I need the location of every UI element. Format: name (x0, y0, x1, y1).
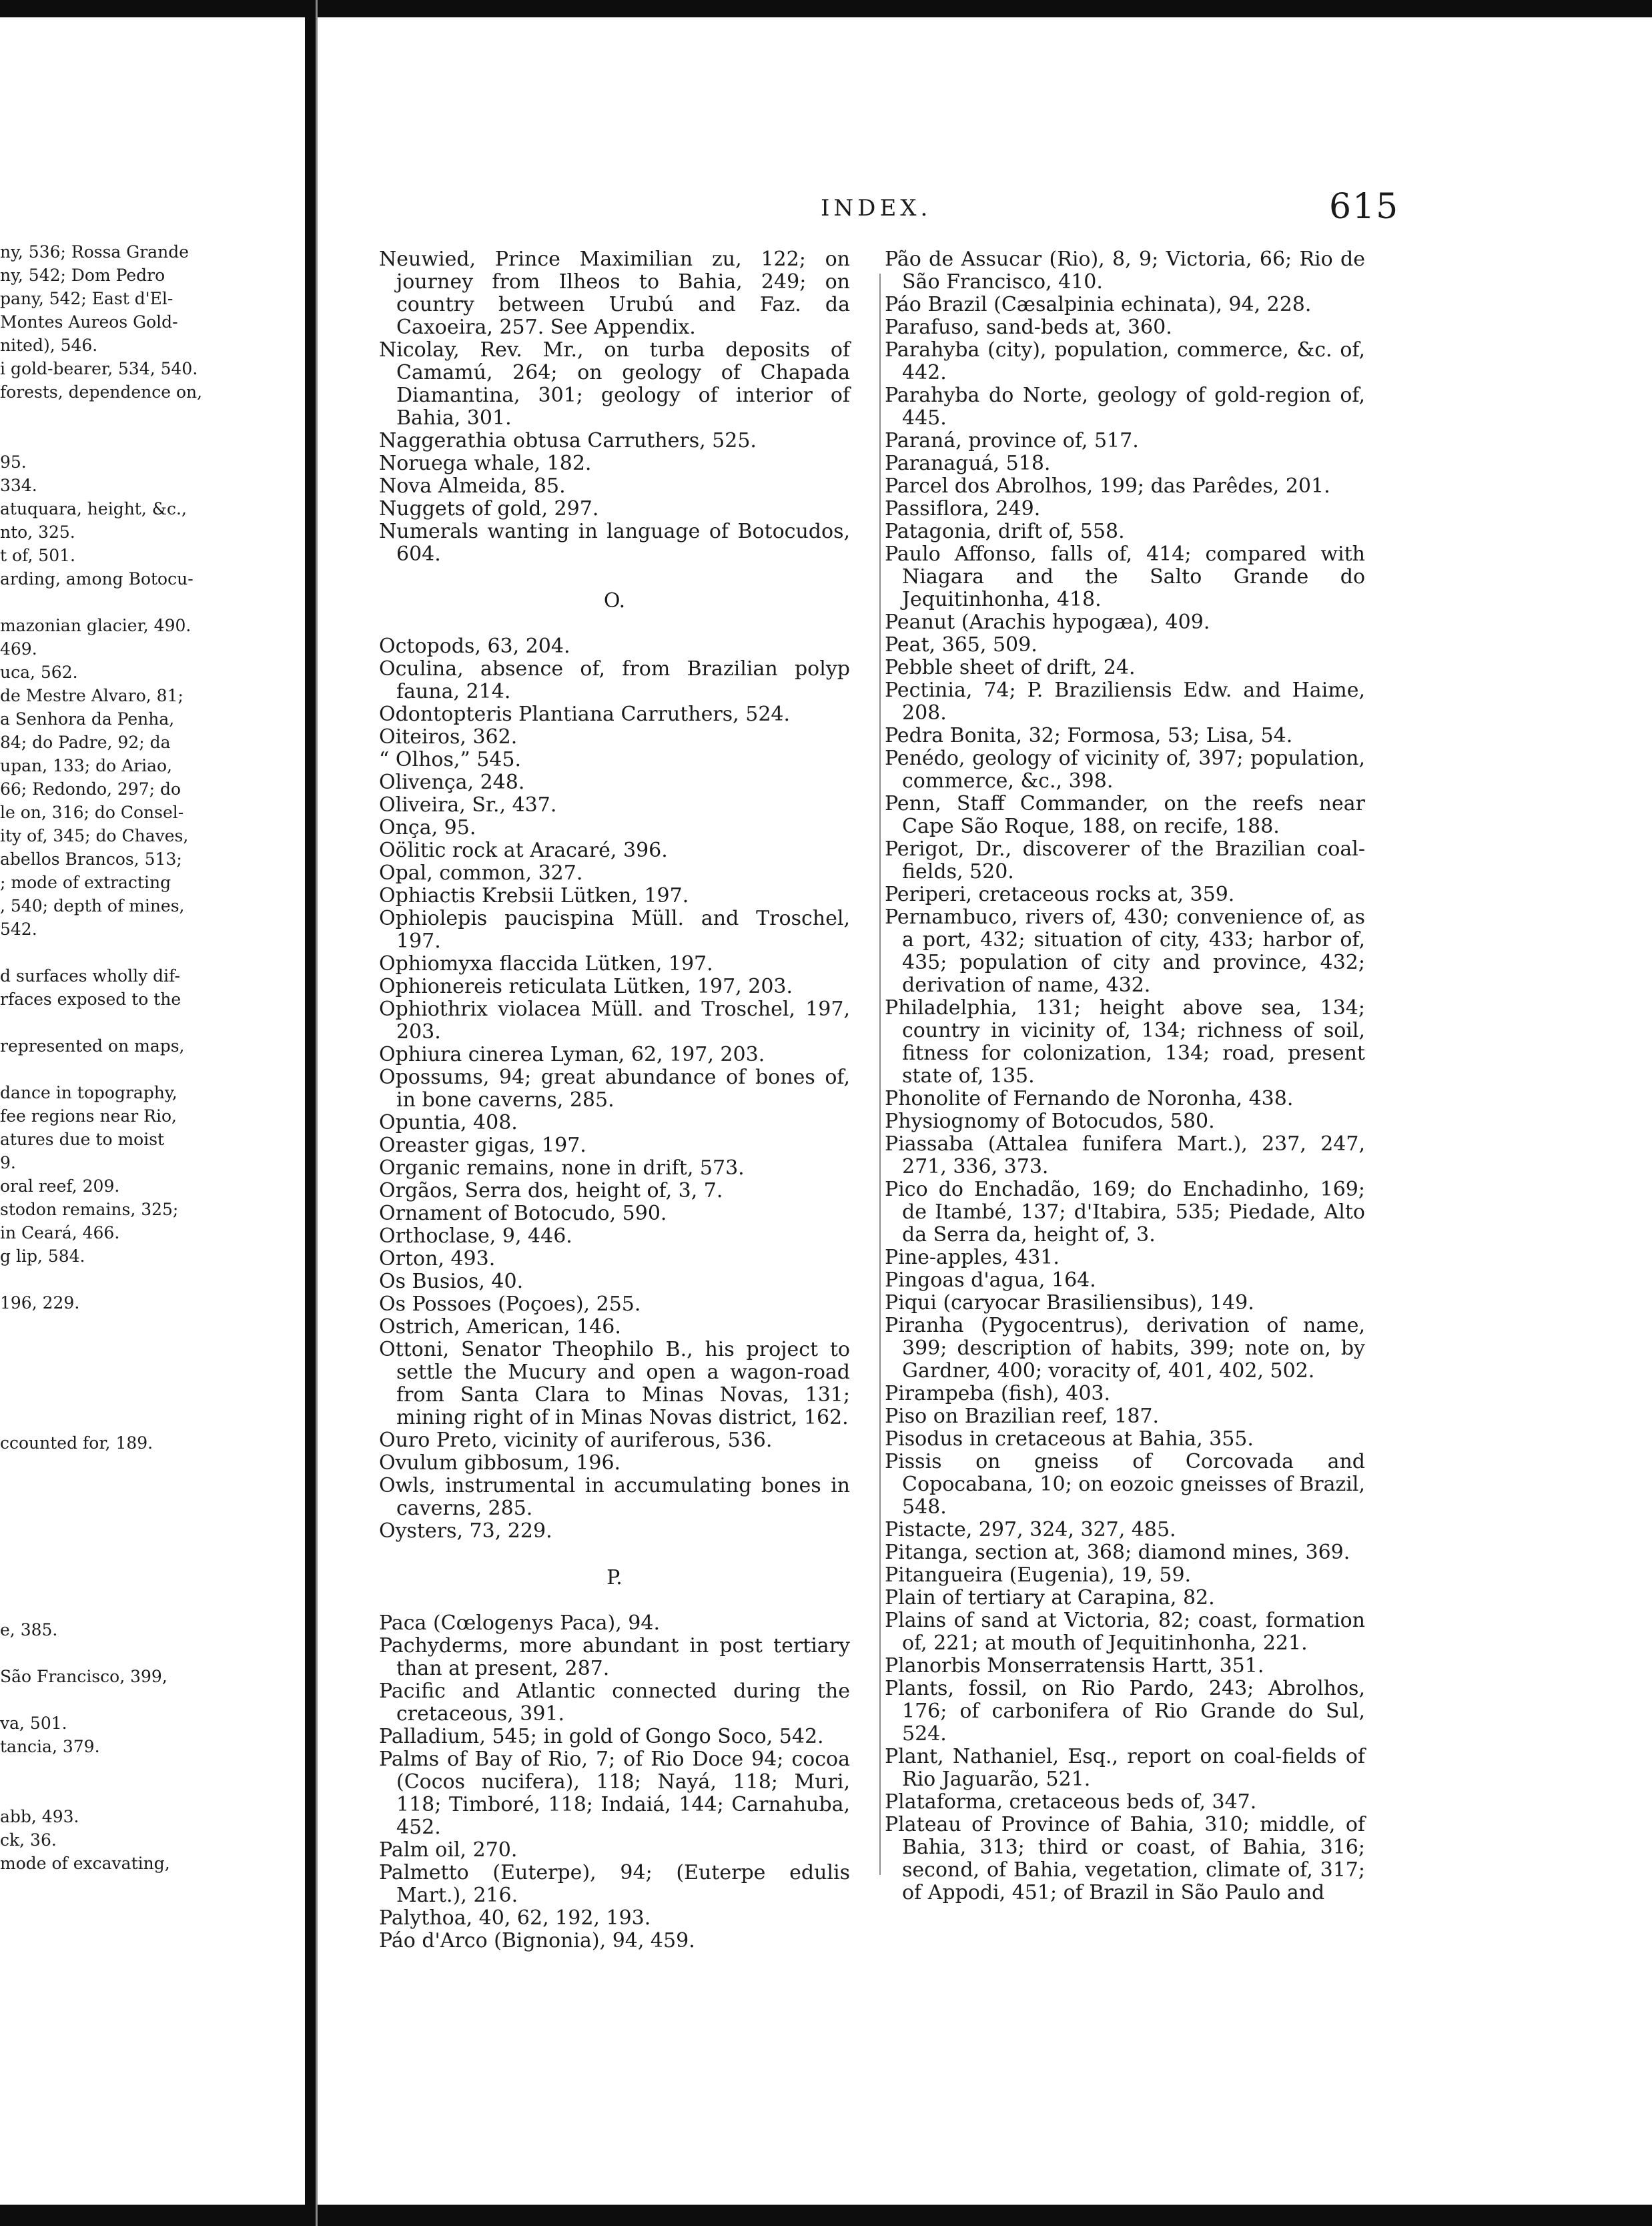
index-entry: Palm oil, 270. (379, 1838, 518, 1862)
index-entry: Páo Brazil (Cæsalpinia echinata), 94, 228. (885, 293, 1312, 316)
fragment-line: abb, 493. (0, 1807, 79, 1826)
index-entry: Piqui (caryocar Brasiliensibus), 149. (885, 1291, 1254, 1315)
index-entry: Pistacte, 297, 324, 327, 485. (885, 1518, 1176, 1541)
index-entry: Pisodus in cretaceous at Bahia, 355. (885, 1427, 1254, 1451)
fragment-line: 84; do Padre, 92; da (0, 733, 171, 752)
index-entry: Paranaguá, 518. (885, 452, 1051, 475)
index-entry: Os Possoes (Poçoes), 255. (379, 1292, 641, 1316)
index-entry: Plataforma, cretaceous beds of, 347. (885, 1790, 1257, 1814)
index-entry: Pão de Assucar (Rio), 8, 9; Victoria, 66; Rio de São Francisco, 410. (885, 248, 1365, 294)
index-entry: Piassaba (Attalea funifera Mart.), 237, 247, 271, 336, 373. (885, 1132, 1365, 1178)
index-entry: Orthoclase, 9, 446. (379, 1224, 572, 1248)
index-entry: Ottoni, Senator Theophilo B., his project to settle the Mucury and open a wagon-road from Santa Clara to Minas Novas, 131; mining right of in Minas Novas district, 162. (379, 1338, 850, 1429)
section-letter-p: P. (606, 1566, 623, 1589)
fragment-line: forests, dependence on, (0, 382, 203, 402)
fragment-line: oral reef, 209. (0, 1176, 120, 1196)
fragment-line (0, 1315, 214, 1338)
fragment-line: tancia, 379. (0, 1737, 100, 1756)
fragment-line (0, 1408, 214, 1431)
index-entry: Onça, 95. (379, 816, 476, 839)
index-entry: Patagonia, drift of, 558. (885, 520, 1125, 543)
index-entry: Ostrich, American, 146. (379, 1315, 621, 1339)
fragment-line: d surfaces wholly dif- (0, 966, 180, 986)
index-entry: Numerals wanting in language of Botocudos, 604. (379, 520, 850, 566)
index-entry: Perigot, Dr., discoverer of the Brazilian coal-fields, 520. (885, 837, 1365, 883)
index-entry: Palladium, 545; in gold of Gongo Soco, 542. (379, 1725, 824, 1748)
index-entry: Ornament of Botocudo, 590. (379, 1202, 667, 1225)
index-title: INDEX. (821, 195, 932, 222)
index-entry: Os Busios, 40. (379, 1270, 524, 1293)
fragment-line (0, 1501, 214, 1525)
index-entry: Palythoa, 40, 62, 192, 193. (379, 1906, 651, 1930)
entries-p-continued (885, 248, 1365, 1904)
index-entry: Orton, 493. (379, 1247, 496, 1270)
fragment-line (0, 1688, 214, 1712)
index-entry: Opossums, 94; great abundance of bones of, in bone caverns, 285. (379, 1066, 850, 1112)
index-entry: Piso on Brazilian reef, 187. (885, 1405, 1160, 1428)
index-entry: Pine-apples, 431. (885, 1246, 1060, 1269)
fragment-line: a Senhora da Penha, (0, 709, 175, 729)
fragment-line: São Francisco, 399, (0, 1667, 167, 1686)
index-entry: Octopods, 63, 204. (379, 635, 570, 658)
fragment-line: abellos Brancos, 513; (0, 849, 182, 869)
index-entry: Oysters, 73, 229. (379, 1519, 552, 1543)
index-entry: Pernambuco, rivers of, 430; convenience of, as a port, 432; situation of city, 433; harbor of, 435; population of city and province, 432; derivation of name, 432. (885, 905, 1365, 997)
fragment-line (0, 591, 214, 614)
index-entry: Penn, Staff Commander, on the reefs near Cape São Roque, 188, on recife, 188. (885, 792, 1365, 838)
fragment-line: g lip, 584. (0, 1246, 85, 1266)
fragment-line (0, 1525, 214, 1548)
index-entry: Pirampeba (fish), 403. (885, 1382, 1111, 1405)
fragment-line: 95. (0, 452, 27, 472)
fragment-line: 196, 229. (0, 1293, 80, 1313)
index-entry: Ophiomyxa flaccida Lütken, 197. (379, 952, 713, 976)
index-entry: Oölitic rock at Aracaré, 396. (379, 839, 668, 862)
index-column-right (885, 248, 1365, 1904)
fragment-line (0, 1268, 214, 1291)
index-entry: Plateau of Province of Bahia, 310; middle, of Bahia, 313; third or coast, of Bahia, 316; second, of Bahia, vegetation, climate of, 317; of Appodi, 451; of Brazil in São Paulo and (885, 1813, 1365, 1904)
fragment-line (0, 1011, 214, 1034)
index-entry: Parafuso, sand-beds at, 360. (885, 316, 1172, 339)
fragment-line: atures due to moist (0, 1130, 165, 1149)
gutter-line (316, 0, 318, 2226)
fragment-line: nto, 325. (0, 522, 75, 542)
fragment-line: ccounted for, 189. (0, 1433, 153, 1453)
fragment-line: 542. (0, 919, 37, 939)
fragment-line: 66; Redondo, 297; do (0, 779, 181, 799)
fragment-line: e, 385. (0, 1620, 58, 1639)
index-entry: Ophiactis Krebsii Lütken, 197. (379, 884, 689, 907)
index-entry: Nicolay, Rev. Mr., on turba deposits of Camamú, 264; on geology of Chapada Diamantina, 301; geology of interior of Bahia, 301. (379, 338, 850, 430)
fragment-line: arding, among Botocu- (0, 569, 193, 589)
fragment-line: represented on maps, (0, 1036, 185, 1056)
index-entry: Oiteiros, 362. (379, 725, 518, 749)
running-head (0, 187, 1652, 227)
index-entry: Pitanga, section at, 368; diamond mines, 369. (885, 1541, 1350, 1564)
index-entry: Pachyderms, more abundant in post tertiary than at present, 287. (379, 1634, 850, 1680)
index-entry: Paraná, province of, 517. (885, 429, 1139, 452)
index-entry: Pingoas d'agua, 164. (885, 1268, 1096, 1292)
fragment-line: ; mode of extracting (0, 873, 171, 892)
index-entry: Paulo Affonso, falls of, 414; compared with Niagara and the Salto Grande do Jequitinhonha, 418. (885, 542, 1365, 611)
index-entry: Pacific and Atlantic connected during the cretaceous, 391. (379, 1680, 850, 1726)
fragment-line (0, 1782, 214, 1805)
index-entry: Peanut (Arachis hypogæa), 409. (885, 611, 1210, 634)
page-number: 615 (1329, 187, 1400, 227)
fragment-line: atuquara, height, &c., (0, 499, 187, 518)
index-entry: Nova Almeida, 85. (379, 474, 566, 498)
scan-border-bottom (0, 2205, 1652, 2226)
fragment-line (0, 1058, 214, 1081)
fragment-line: ity of, 345; do Chaves, (0, 826, 189, 845)
index-entry: Páo d'Arco (Bignonia), 94, 459. (379, 1929, 695, 1952)
fragment-line: pany, 542; East d'El- (0, 289, 173, 308)
index-entry: Pedra Bonita, 32; Formosa, 53; Lisa, 54. (885, 724, 1293, 747)
index-entry: Parahyba do Norte, geology of gold-region of, 445. (885, 384, 1365, 430)
scan-border-top (0, 0, 1652, 17)
column-divider (879, 274, 881, 1875)
index-entry: Noruega whale, 182. (379, 452, 592, 475)
index-entry: Pitangueira (Eugenia), 19, 59. (885, 1563, 1192, 1587)
index-entry: Planorbis Monserratensis Hartt, 351. (885, 1654, 1264, 1678)
index-entry: Piranha (Pygocentrus), derivation of name, 399; description of habits, 399; note on, by Gardner, 400; voracity of, 401, 402, 502. (885, 1314, 1365, 1383)
fragment-line (0, 1595, 214, 1618)
fragment-line (0, 404, 214, 427)
fragment-line: ck, 36. (0, 1830, 57, 1850)
fragment-line: de Mestre Alvaro, 81; (0, 686, 183, 705)
fragment-line (0, 1338, 214, 1361)
index-entry: Plain of tertiary at Carapina, 82. (885, 1586, 1215, 1609)
fragment-line: , 540; depth of mines, (0, 896, 185, 915)
index-entry: Palms of Bay of Rio, 7; of Rio Doce 94; cocoa (Cocos nucifera), 118; Nayá, 118; Muri, 118; Timboré, 118; Indaiá, 144; Carnahuba, 452. (379, 1748, 850, 1839)
index-entry: Paca (Cœlogenys Paca), 94. (379, 1611, 660, 1635)
fragment-line: i gold-bearer, 534, 540. (0, 359, 198, 378)
index-column-left (379, 248, 850, 1952)
index-entry: Pissis on gneiss of Corcovada and Copocabana, 10; on eozoic gneisses of Brazil, 548. (885, 1450, 1365, 1519)
fragment-line (0, 1548, 214, 1571)
index-entry: Palmetto (Euterpe), 94; (Euterpe edulis Mart.), 216. (379, 1861, 850, 1907)
fragment-line: ny, 536; Rossa Grande (0, 242, 189, 262)
fragment-line (0, 1361, 214, 1385)
fragment-line (0, 1641, 214, 1665)
index-entry: Orgãos, Serra dos, height of, 3, 7. (379, 1179, 723, 1202)
index-entry: Ophiura cinerea Lyman, 62, 197, 203. (379, 1043, 765, 1066)
index-entry: Oliveira, Sr., 437. (379, 793, 557, 817)
index-entry: Ophiothrix violacea Müll. and Troschel, 197, 203. (379, 998, 850, 1044)
index-entry: Parcel dos Abrolhos, 199; das Parêdes, 201. (885, 474, 1330, 498)
index-entry: Plains of sand at Victoria, 82; coast, formation of, 221; at mouth of Jequitinhonha, 221. (885, 1609, 1365, 1655)
fragment-line: nited), 546. (0, 336, 98, 355)
index-entry: Pico do Enchadão, 169; do Enchadinho, 169; de Itambé, 137; d'Itabira, 535; Piedade, Alto da Serra da, height of, 3. (885, 1178, 1365, 1246)
index-entry: Odontopteris Plantiana Carruthers, 524. (379, 703, 791, 726)
previous-page-fragment (0, 240, 214, 1875)
index-entry: Parahyba (city), population, commerce, &c. of, 442. (885, 338, 1365, 384)
entries-o (379, 635, 850, 1543)
index-entry: Owls, instrumental in accumulating bones in caverns, 285. (379, 1474, 850, 1520)
index-entry: Penédo, geology of vicinity of, 397; population, commerce, &c., 398. (885, 747, 1365, 793)
fragment-line (0, 1478, 214, 1501)
index-entry: Pebble sheet of drift, 24. (885, 656, 1136, 679)
entries-n (379, 248, 850, 566)
fragment-line: 469. (0, 639, 37, 659)
index-entry: Ophionereis reticulata Lütken, 197, 203. (379, 975, 793, 998)
fragment-line (0, 1758, 214, 1782)
index-entry: Pectinia, 74; P. Braziliensis Edw. and Haime, 208. (885, 679, 1365, 725)
index-entry: Naggerathia obtusa Carruthers, 525. (379, 429, 757, 452)
fragment-line: le on, 316; do Consel- (0, 803, 184, 822)
fragment-line: va, 501. (0, 1714, 67, 1733)
index-entry: Physiognomy of Botocudos, 580. (885, 1110, 1215, 1133)
index-entry: Oculina, absence of, from Brazilian polyp fauna, 214. (379, 657, 850, 703)
index-entry: Ophiolepis paucispina Müll. and Troschel, 197. (379, 907, 850, 953)
index-entry: “ Olhos,” 545. (379, 748, 522, 771)
fragment-line (0, 427, 214, 450)
fragment-line: 9. (0, 1153, 16, 1172)
index-entry: Plants, fossil, on Rio Pardo, 243; Abrolhos, 176; of carbonifera of Rio Grande do Sul, 524. (885, 1677, 1365, 1746)
index-entry: Nuggets of gold, 297. (379, 497, 599, 520)
section-letter-o: O. (603, 589, 626, 613)
fragment-line: in Ceará, 466. (0, 1223, 120, 1242)
index-entry: Plant, Nathaniel, Esq., report on coal-fields of Rio Jaguarão, 521. (885, 1745, 1365, 1791)
fragment-line (0, 1571, 214, 1595)
fragment-line: 334. (0, 476, 37, 495)
fragment-line: stodon remains, 325; (0, 1200, 179, 1219)
index-entry: Peat, 365, 509. (885, 633, 1038, 657)
index-entry: Phonolite of Fernando de Noronha, 438. (885, 1087, 1294, 1110)
fragment-line: t of, 501. (0, 546, 75, 565)
fragment-line: mode of excavating, (0, 1854, 170, 1873)
index-entry: Organic remains, none in drift, 573. (379, 1156, 745, 1180)
fragment-line: upan, 133; do Ariao, (0, 756, 172, 775)
book-gutter-shadow (305, 0, 316, 2226)
fragment-line (0, 1455, 214, 1478)
fragment-line (0, 941, 214, 964)
index-entry: Periperi, cretaceous rocks at, 359. (885, 883, 1235, 906)
fragment-line: dance in topography, (0, 1083, 177, 1102)
fragment-line: fee regions near Rio, (0, 1106, 177, 1126)
index-entry: Olivença, 248. (379, 771, 525, 794)
index-entry: Ovulum gibbosum, 196. (379, 1451, 621, 1475)
entries-p (379, 1612, 850, 1952)
index-entry: Oreaster gigas, 197. (379, 1134, 586, 1157)
index-entry: Ouro Preto, vicinity of auriferous, 536. (379, 1429, 773, 1452)
index-entry: Neuwied, Prince Maximilian zu, 122; on journey from Ilheos to Bahia, 249; on country between Urubú and Faz. da Caxoeira, 257. See Appendix. (379, 248, 850, 339)
fragment-line: uca, 562. (0, 663, 78, 682)
index-entry: Passiflora, 249. (885, 497, 1041, 520)
fragment-line: ny, 542; Dom Pedro (0, 266, 165, 285)
index-entry: Philadelphia, 131; height above sea, 134; country in vicinity of, 134; richness of soil, fitness for colonization, 134; road, present state of, 135. (885, 996, 1365, 1088)
index-entry: Opal, common, 327. (379, 861, 583, 885)
fragment-line: Montes Aureos Gold- (0, 312, 178, 332)
fragment-line (0, 1385, 214, 1408)
index-entry: Opuntia, 408. (379, 1111, 518, 1134)
fragment-line: mazonian glacier, 490. (0, 616, 191, 635)
fragment-line: rfaces exposed to the (0, 990, 181, 1009)
